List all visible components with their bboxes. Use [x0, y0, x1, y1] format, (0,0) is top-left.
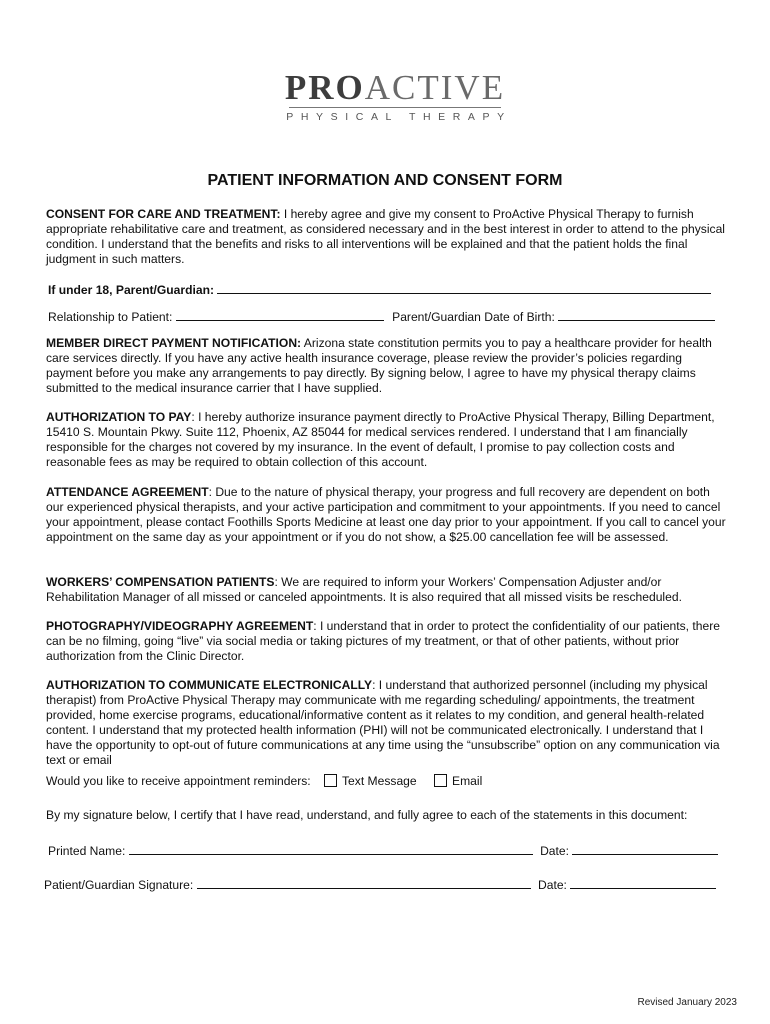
authorization-pay-section: AUTHORIZATION TO PAY: I hereby authorize insurance payment directly to ProActive Physical Therapy, Billing Department, 15410 S. Mountain Pkwy. Suite 112, Phoenix, AZ 85044 for medical services rendered. I understand that I am financially responsible for the charges not covered by my insurance. In the event of default, I promise to pay collection costs and reasonable fees as may be required to obtain collection of this account. [46, 410, 715, 469]
electronic-section: AUTHORIZATION TO COMMUNICATE ELECTRONICALLY: I understand that authorized personnel (including my physical therapist) from ProActive Physical Therapy may communicate with me regarding scheduling/ appointments, the treatment provided, home exercise programs, educational/informative content as it relates to my condition, and general health-related content. I understand that my protected health information (PHI) will not be communicated electronically. I understand that I have the opportunity to opt-out of future communications at any time using the “unsubscribe” option on any communication via text or email [46, 678, 720, 767]
printed-name-label: Printed Name: [48, 844, 126, 858]
relationship-field[interactable] [176, 309, 384, 321]
signature-row [44, 877, 716, 893]
page-title: PATIENT INFORMATION AND CONSENT FORM [207, 172, 563, 189]
email-checkbox[interactable] [434, 774, 447, 787]
reminders-row [46, 774, 482, 789]
workers-comp-section: WORKERS’ COMPENSATION PATIENTS: We are required to inform your Workers’ Compensation Adjuster and/or Rehabilitation Manager of all missed or canceled appointments. It is also required that all missed visits be rescheduled. [46, 575, 682, 604]
signature-field[interactable] [197, 877, 531, 889]
guardian-label: If under 18, Parent/Guardian: [48, 283, 214, 297]
printed-name-date-field[interactable] [572, 843, 718, 855]
relationship-row [48, 309, 715, 325]
relationship-label: Relationship to Patient: [48, 310, 173, 324]
revision-footer: Revised January 2023 [637, 997, 737, 1008]
text-message-label: Text Message [342, 774, 417, 788]
certify-statement: By my signature below, I certify that I have read, understand, and fully agree to each of the statements in this document: [46, 808, 688, 822]
proactive-logo [0, 70, 770, 124]
guardian-dob-label: Parent/Guardian Date of Birth: [392, 310, 555, 324]
signature-date-field[interactable] [570, 877, 716, 889]
printed-name-field[interactable] [129, 843, 533, 855]
guardian-row [48, 282, 711, 298]
guardian-dob-field[interactable] [558, 309, 715, 321]
email-label: Email [452, 774, 483, 788]
logo-divider [289, 107, 501, 108]
text-message-checkbox[interactable] [324, 774, 337, 787]
signature-date-label: Date: [538, 878, 567, 892]
consent-care-section: CONSENT FOR CARE AND TREATMENT: I hereby agree and give my consent to ProActive Physical Therapy to furnish appropriate rehabilitative care and treatment, as considered necessary and in the best interest in order to attend to the physical condition. I understand that the benefits and risks to all interventions will be explained and that the patient holds the final judgment in such matters. [46, 207, 725, 266]
guardian-name-field[interactable] [217, 282, 711, 294]
logo-tagline: PHYSICAL THERAPY [286, 111, 512, 123]
member-direct-section: MEMBER DIRECT PAYMENT NOTIFICATION: Arizona state constitution permits you to pay a healthcare provider for health care services directly. If you have any active health insurance coverage, please review the provider’s policies regarding payment before you make any arrangements to pay directly. By signing below, I agree to have my physical therapy claims submitted to the medical insurance carrier that I have supplied. [46, 336, 712, 395]
photo-section: PHOTOGRAPHY/VIDEOGRAPHY AGREEMENT: I understand that in order to protect the confidentiality of our patients, there can be no filming, going “live” via social media or taking pictures of my treatment, or that of other patients, without prior authorization from the Clinic Director. [46, 619, 720, 663]
signature-label: Patient/Guardian Signature: [44, 878, 194, 892]
logo-wordmark: PROACTIVE [284, 68, 506, 107]
printed-name-date-label: Date: [540, 844, 569, 858]
reminders-question: Would you like to receive appointment reminders: [46, 774, 311, 788]
printed-name-row [48, 843, 718, 859]
attendance-section: ATTENDANCE AGREEMENT: Due to the nature of physical therapy, your progress and full recovery are dependent on both our experienced physical therapists, and your active participation and commitment to your appointments. If you need to cancel your appointment, please contact Foothills Sports Medicine at least one day prior to your appointment. If you call to cancel your appointment on the same day as your appointment or if you do not show, a $25.00 cancellation fee will be assessed. [46, 485, 726, 544]
